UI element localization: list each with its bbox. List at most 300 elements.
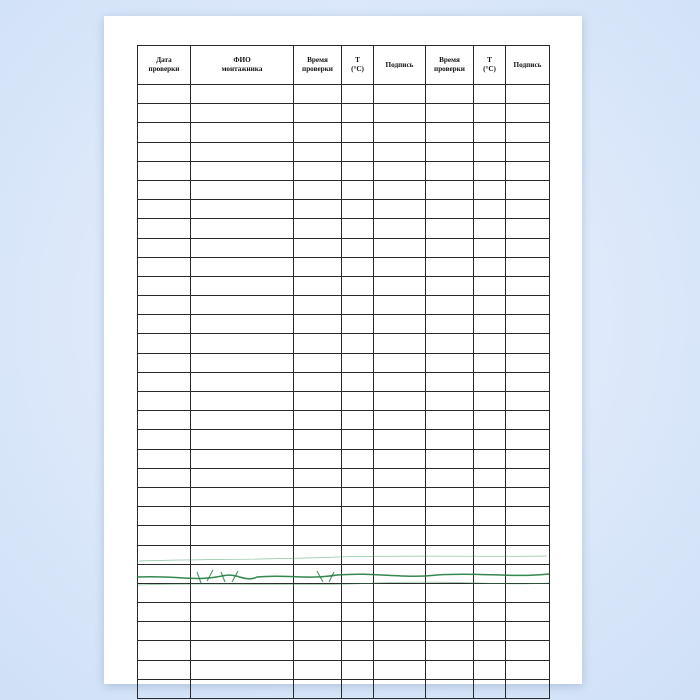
table-row[interactable] bbox=[138, 315, 550, 334]
table-cell[interactable] bbox=[191, 123, 294, 142]
table-cell[interactable] bbox=[426, 507, 474, 526]
table-cell[interactable] bbox=[138, 315, 191, 334]
table-cell[interactable] bbox=[426, 526, 474, 545]
table-cell[interactable] bbox=[138, 583, 191, 602]
table-cell[interactable] bbox=[294, 507, 342, 526]
table-cell[interactable] bbox=[506, 257, 550, 276]
table-cell[interactable] bbox=[506, 468, 550, 487]
table-cell[interactable] bbox=[426, 334, 474, 353]
table-cell[interactable] bbox=[342, 104, 374, 123]
table-row[interactable] bbox=[138, 545, 550, 564]
table-cell[interactable] bbox=[474, 641, 506, 660]
table-cell[interactable] bbox=[426, 257, 474, 276]
table-cell[interactable] bbox=[138, 200, 191, 219]
table-cell[interactable] bbox=[342, 468, 374, 487]
table-cell[interactable] bbox=[191, 679, 294, 698]
table-cell[interactable] bbox=[294, 142, 342, 161]
table-cell[interactable] bbox=[506, 296, 550, 315]
table-cell[interactable] bbox=[138, 526, 191, 545]
table-cell[interactable] bbox=[426, 161, 474, 180]
table-cell[interactable] bbox=[506, 315, 550, 334]
table-cell[interactable] bbox=[342, 142, 374, 161]
table-cell[interactable] bbox=[474, 545, 506, 564]
table-cell[interactable] bbox=[426, 372, 474, 391]
table-cell[interactable] bbox=[474, 296, 506, 315]
table-cell[interactable] bbox=[474, 353, 506, 372]
table-cell[interactable] bbox=[294, 487, 342, 506]
table-cell[interactable] bbox=[474, 85, 506, 104]
column-header-temperature-1 bbox=[342, 46, 374, 85]
table-cell[interactable] bbox=[342, 583, 374, 602]
table-cell[interactable] bbox=[342, 161, 374, 180]
table-cell[interactable] bbox=[342, 679, 374, 698]
table-cell[interactable] bbox=[138, 468, 191, 487]
table-cell[interactable] bbox=[342, 123, 374, 142]
table-cell[interactable] bbox=[374, 123, 426, 142]
table-cell[interactable] bbox=[426, 583, 474, 602]
table-cell[interactable] bbox=[474, 583, 506, 602]
table-cell[interactable] bbox=[294, 622, 342, 641]
table-cell[interactable] bbox=[191, 372, 294, 391]
table-cell[interactable] bbox=[294, 219, 342, 238]
table-cell[interactable] bbox=[294, 372, 342, 391]
table-cell[interactable] bbox=[426, 487, 474, 506]
table-cell[interactable] bbox=[506, 545, 550, 564]
table-cell[interactable] bbox=[342, 660, 374, 679]
table-cell[interactable] bbox=[474, 622, 506, 641]
table-cell[interactable] bbox=[294, 85, 342, 104]
table-cell[interactable] bbox=[506, 334, 550, 353]
table-cell[interactable] bbox=[374, 468, 426, 487]
table-row[interactable] bbox=[138, 353, 550, 372]
table-cell[interactable] bbox=[506, 353, 550, 372]
table-cell[interactable] bbox=[294, 468, 342, 487]
table-cell[interactable] bbox=[426, 104, 474, 123]
table-cell[interactable] bbox=[191, 411, 294, 430]
table-row[interactable] bbox=[138, 161, 550, 180]
table-row[interactable] bbox=[138, 238, 550, 257]
table-cell[interactable] bbox=[294, 238, 342, 257]
table-cell[interactable] bbox=[342, 85, 374, 104]
table-cell[interactable] bbox=[294, 679, 342, 698]
table-row[interactable] bbox=[138, 276, 550, 295]
table-cell[interactable] bbox=[191, 238, 294, 257]
column-header-check-time-2-line2: проверки bbox=[434, 65, 465, 73]
table-cell[interactable] bbox=[474, 200, 506, 219]
table-cell[interactable] bbox=[506, 276, 550, 295]
table-cell[interactable] bbox=[426, 468, 474, 487]
table-cell[interactable] bbox=[342, 276, 374, 295]
table-cell[interactable] bbox=[294, 641, 342, 660]
table-cell[interactable] bbox=[342, 430, 374, 449]
table-cell[interactable] bbox=[506, 142, 550, 161]
table-cell[interactable] bbox=[138, 161, 191, 180]
table-cell[interactable] bbox=[506, 564, 550, 583]
table-cell[interactable] bbox=[374, 219, 426, 238]
table-row[interactable] bbox=[138, 622, 550, 641]
table-cell[interactable] bbox=[474, 411, 506, 430]
table-cell[interactable] bbox=[191, 430, 294, 449]
table-cell[interactable] bbox=[426, 142, 474, 161]
table-cell[interactable] bbox=[138, 334, 191, 353]
table-cell[interactable] bbox=[426, 392, 474, 411]
table-cell[interactable] bbox=[474, 276, 506, 295]
table-row[interactable] bbox=[138, 679, 550, 698]
table-cell[interactable] bbox=[294, 123, 342, 142]
table-cell[interactable] bbox=[191, 142, 294, 161]
table-cell[interactable] bbox=[474, 449, 506, 468]
table-cell[interactable] bbox=[191, 85, 294, 104]
table-row[interactable] bbox=[138, 468, 550, 487]
table-cell[interactable] bbox=[191, 526, 294, 545]
table-row[interactable] bbox=[138, 430, 550, 449]
table-cell[interactable] bbox=[506, 507, 550, 526]
table-cell[interactable] bbox=[342, 180, 374, 199]
table-cell[interactable] bbox=[294, 257, 342, 276]
table-header-row bbox=[138, 46, 550, 85]
table-cell[interactable] bbox=[342, 526, 374, 545]
table-cell[interactable] bbox=[426, 411, 474, 430]
table-cell[interactable] bbox=[506, 487, 550, 506]
table-cell[interactable] bbox=[191, 180, 294, 199]
table-cell[interactable] bbox=[294, 583, 342, 602]
table-cell[interactable] bbox=[191, 545, 294, 564]
table-row[interactable] bbox=[138, 219, 550, 238]
table-cell[interactable] bbox=[191, 603, 294, 622]
table-cell[interactable] bbox=[342, 545, 374, 564]
table-cell[interactable] bbox=[342, 372, 374, 391]
table-cell[interactable] bbox=[474, 526, 506, 545]
table-cell[interactable] bbox=[506, 583, 550, 602]
table-cell[interactable] bbox=[506, 526, 550, 545]
table-cell[interactable] bbox=[138, 85, 191, 104]
table-cell[interactable] bbox=[374, 545, 426, 564]
table-cell[interactable] bbox=[294, 180, 342, 199]
column-header-signature-1 bbox=[374, 46, 426, 85]
table-cell[interactable] bbox=[506, 449, 550, 468]
table-cell[interactable] bbox=[294, 161, 342, 180]
table-cell[interactable] bbox=[342, 334, 374, 353]
table-cell[interactable] bbox=[342, 449, 374, 468]
column-header-check-time-1 bbox=[294, 46, 342, 85]
table-cell[interactable] bbox=[138, 296, 191, 315]
table-row[interactable] bbox=[138, 564, 550, 583]
table-cell[interactable] bbox=[374, 161, 426, 180]
table-cell[interactable] bbox=[138, 219, 191, 238]
table-cell[interactable] bbox=[506, 392, 550, 411]
table-cell[interactable] bbox=[342, 641, 374, 660]
table-cell[interactable] bbox=[294, 296, 342, 315]
table-cell[interactable] bbox=[138, 430, 191, 449]
table-cell[interactable] bbox=[191, 219, 294, 238]
table-cell[interactable] bbox=[191, 200, 294, 219]
table-cell[interactable] bbox=[474, 487, 506, 506]
table-cell[interactable] bbox=[374, 85, 426, 104]
table-cell[interactable] bbox=[374, 315, 426, 334]
table-cell[interactable] bbox=[474, 257, 506, 276]
table-cell[interactable] bbox=[138, 507, 191, 526]
table-row[interactable] bbox=[138, 123, 550, 142]
table-row[interactable] bbox=[138, 200, 550, 219]
table-cell[interactable] bbox=[374, 238, 426, 257]
table-cell[interactable] bbox=[474, 142, 506, 161]
table-cell[interactable] bbox=[191, 353, 294, 372]
table-cell[interactable] bbox=[294, 660, 342, 679]
table-row[interactable] bbox=[138, 296, 550, 315]
table-row[interactable] bbox=[138, 526, 550, 545]
table-cell[interactable] bbox=[474, 564, 506, 583]
table-cell[interactable] bbox=[294, 411, 342, 430]
table-cell[interactable] bbox=[191, 583, 294, 602]
table-cell[interactable] bbox=[342, 315, 374, 334]
table-cell[interactable] bbox=[374, 660, 426, 679]
table-cell[interactable] bbox=[506, 641, 550, 660]
table-cell[interactable] bbox=[138, 679, 191, 698]
table-cell[interactable] bbox=[506, 238, 550, 257]
table-cell[interactable] bbox=[374, 392, 426, 411]
table-cell[interactable] bbox=[374, 180, 426, 199]
table-cell[interactable] bbox=[138, 641, 191, 660]
column-header-check-time-1-line1: Время bbox=[307, 56, 328, 64]
table-row[interactable] bbox=[138, 180, 550, 199]
table-cell[interactable] bbox=[342, 353, 374, 372]
table-cell[interactable] bbox=[474, 392, 506, 411]
table-cell[interactable] bbox=[191, 104, 294, 123]
table-cell[interactable] bbox=[374, 276, 426, 295]
table-cell[interactable] bbox=[294, 353, 342, 372]
table-cell[interactable] bbox=[426, 603, 474, 622]
table-cell[interactable] bbox=[138, 487, 191, 506]
table-row[interactable] bbox=[138, 334, 550, 353]
inspection-log-table bbox=[137, 45, 550, 699]
table-cell[interactable] bbox=[506, 372, 550, 391]
table-cell[interactable] bbox=[506, 679, 550, 698]
table-cell[interactable] bbox=[474, 161, 506, 180]
table-cell[interactable] bbox=[374, 449, 426, 468]
table-cell[interactable] bbox=[426, 200, 474, 219]
table-cell[interactable] bbox=[426, 219, 474, 238]
table-cell[interactable] bbox=[474, 430, 506, 449]
table-cell[interactable] bbox=[374, 603, 426, 622]
table-cell[interactable] bbox=[426, 679, 474, 698]
table-cell[interactable] bbox=[426, 564, 474, 583]
table-cell[interactable] bbox=[474, 372, 506, 391]
table-cell[interactable] bbox=[374, 526, 426, 545]
table-cell[interactable] bbox=[506, 660, 550, 679]
table-cell[interactable] bbox=[294, 104, 342, 123]
table-cell[interactable] bbox=[294, 315, 342, 334]
table-row[interactable] bbox=[138, 660, 550, 679]
table-cell[interactable] bbox=[342, 200, 374, 219]
table-cell[interactable] bbox=[506, 411, 550, 430]
table-cell[interactable] bbox=[342, 603, 374, 622]
table-cell[interactable] bbox=[138, 104, 191, 123]
table-cell[interactable] bbox=[191, 468, 294, 487]
table-cell[interactable] bbox=[474, 507, 506, 526]
table-cell[interactable] bbox=[426, 296, 474, 315]
table-cell[interactable] bbox=[506, 219, 550, 238]
table-cell[interactable] bbox=[506, 622, 550, 641]
table-cell[interactable] bbox=[374, 564, 426, 583]
table-cell[interactable] bbox=[342, 296, 374, 315]
table-cell[interactable] bbox=[506, 430, 550, 449]
table-cell[interactable] bbox=[294, 430, 342, 449]
table-cell[interactable] bbox=[342, 411, 374, 430]
table-cell[interactable] bbox=[506, 85, 550, 104]
table-cell[interactable] bbox=[426, 238, 474, 257]
table-cell[interactable] bbox=[138, 353, 191, 372]
table-cell[interactable] bbox=[138, 180, 191, 199]
table-cell[interactable] bbox=[138, 276, 191, 295]
table-cell[interactable] bbox=[506, 603, 550, 622]
table-cell[interactable] bbox=[374, 430, 426, 449]
table-cell[interactable] bbox=[342, 507, 374, 526]
table-cell[interactable] bbox=[474, 123, 506, 142]
table-cell[interactable] bbox=[294, 276, 342, 295]
table-row[interactable] bbox=[138, 603, 550, 622]
table-cell[interactable] bbox=[426, 641, 474, 660]
table-cell[interactable] bbox=[342, 219, 374, 238]
table-cell[interactable] bbox=[294, 449, 342, 468]
table-cell[interactable] bbox=[374, 257, 426, 276]
table-cell[interactable] bbox=[426, 353, 474, 372]
table-cell[interactable] bbox=[191, 315, 294, 334]
table-cell[interactable] bbox=[474, 238, 506, 257]
table-cell[interactable] bbox=[474, 315, 506, 334]
table-cell[interactable] bbox=[138, 545, 191, 564]
table-cell[interactable] bbox=[191, 392, 294, 411]
table-cell[interactable] bbox=[294, 545, 342, 564]
table-cell[interactable] bbox=[138, 564, 191, 583]
table-cell[interactable] bbox=[191, 334, 294, 353]
table-cell[interactable] bbox=[474, 219, 506, 238]
table-cell[interactable] bbox=[506, 180, 550, 199]
table-cell[interactable] bbox=[374, 507, 426, 526]
table-cell[interactable] bbox=[374, 641, 426, 660]
table-cell[interactable] bbox=[374, 142, 426, 161]
table-cell[interactable] bbox=[426, 85, 474, 104]
table-cell[interactable] bbox=[191, 449, 294, 468]
table-cell[interactable] bbox=[342, 392, 374, 411]
table-cell[interactable] bbox=[294, 334, 342, 353]
table-cell[interactable] bbox=[474, 603, 506, 622]
table-cell[interactable] bbox=[294, 200, 342, 219]
table-cell[interactable] bbox=[191, 564, 294, 583]
table-cell[interactable] bbox=[426, 660, 474, 679]
table-cell[interactable] bbox=[506, 200, 550, 219]
table-cell[interactable] bbox=[138, 372, 191, 391]
column-header-installer-name-line2: монтажника bbox=[221, 65, 263, 73]
table-cell[interactable] bbox=[294, 564, 342, 583]
table-cell[interactable] bbox=[506, 161, 550, 180]
table-row[interactable] bbox=[138, 507, 550, 526]
table-row[interactable] bbox=[138, 411, 550, 430]
table-cell[interactable] bbox=[138, 411, 191, 430]
table-row[interactable] bbox=[138, 104, 550, 123]
table-cell[interactable] bbox=[138, 449, 191, 468]
table-cell[interactable] bbox=[191, 161, 294, 180]
table-cell[interactable] bbox=[426, 622, 474, 641]
table-cell[interactable] bbox=[474, 468, 506, 487]
table-cell[interactable] bbox=[191, 257, 294, 276]
table-cell[interactable] bbox=[138, 622, 191, 641]
table-row[interactable] bbox=[138, 257, 550, 276]
table-row[interactable] bbox=[138, 142, 550, 161]
table-cell[interactable] bbox=[374, 679, 426, 698]
table-cell[interactable] bbox=[138, 660, 191, 679]
table-cell[interactable] bbox=[426, 545, 474, 564]
table-cell[interactable] bbox=[374, 296, 426, 315]
table-cell[interactable] bbox=[138, 603, 191, 622]
table-cell[interactable] bbox=[138, 123, 191, 142]
table-row[interactable] bbox=[138, 392, 550, 411]
table-cell[interactable] bbox=[426, 180, 474, 199]
table-cell[interactable] bbox=[374, 583, 426, 602]
table-cell[interactable] bbox=[426, 123, 474, 142]
table-cell[interactable] bbox=[474, 660, 506, 679]
table-cell[interactable] bbox=[474, 679, 506, 698]
table-row[interactable] bbox=[138, 487, 550, 506]
table-cell[interactable] bbox=[374, 353, 426, 372]
table-cell[interactable] bbox=[191, 276, 294, 295]
table-cell[interactable] bbox=[191, 622, 294, 641]
column-header-temperature-2 bbox=[474, 46, 506, 85]
table-row[interactable] bbox=[138, 583, 550, 602]
table-cell[interactable] bbox=[342, 564, 374, 583]
table-cell[interactable] bbox=[374, 372, 426, 391]
table-cell[interactable] bbox=[374, 200, 426, 219]
table-cell[interactable] bbox=[191, 487, 294, 506]
table-cell[interactable] bbox=[294, 526, 342, 545]
table-cell[interactable] bbox=[426, 430, 474, 449]
table-cell[interactable] bbox=[374, 411, 426, 430]
table-cell[interactable] bbox=[191, 507, 294, 526]
table-cell[interactable] bbox=[294, 392, 342, 411]
table-cell[interactable] bbox=[374, 334, 426, 353]
table-cell[interactable] bbox=[138, 257, 191, 276]
table-cell[interactable] bbox=[426, 449, 474, 468]
table-cell[interactable] bbox=[342, 238, 374, 257]
table-cell[interactable] bbox=[342, 487, 374, 506]
table-cell[interactable] bbox=[506, 123, 550, 142]
table-cell[interactable] bbox=[342, 257, 374, 276]
table-cell[interactable] bbox=[191, 296, 294, 315]
table-cell[interactable] bbox=[294, 603, 342, 622]
table-cell[interactable] bbox=[374, 104, 426, 123]
table-cell[interactable] bbox=[474, 180, 506, 199]
table-cell[interactable] bbox=[474, 334, 506, 353]
table-row[interactable] bbox=[138, 641, 550, 660]
table-row[interactable] bbox=[138, 372, 550, 391]
table-cell[interactable] bbox=[138, 142, 191, 161]
table-cell[interactable] bbox=[138, 392, 191, 411]
table-cell[interactable] bbox=[191, 660, 294, 679]
table-cell[interactable] bbox=[374, 487, 426, 506]
table-cell[interactable] bbox=[191, 641, 294, 660]
table-row[interactable] bbox=[138, 449, 550, 468]
table-cell[interactable] bbox=[342, 622, 374, 641]
table-cell[interactable] bbox=[426, 315, 474, 334]
table-cell[interactable] bbox=[426, 276, 474, 295]
table-row[interactable] bbox=[138, 85, 550, 104]
column-header-temperature-2-line2: (°С) bbox=[483, 65, 496, 73]
column-header-temperature-1-line1: Т bbox=[355, 56, 360, 64]
table-cell[interactable] bbox=[474, 104, 506, 123]
table-cell[interactable] bbox=[138, 238, 191, 257]
column-header-installer-name bbox=[191, 46, 294, 85]
table-cell[interactable] bbox=[506, 104, 550, 123]
table-cell[interactable] bbox=[374, 622, 426, 641]
